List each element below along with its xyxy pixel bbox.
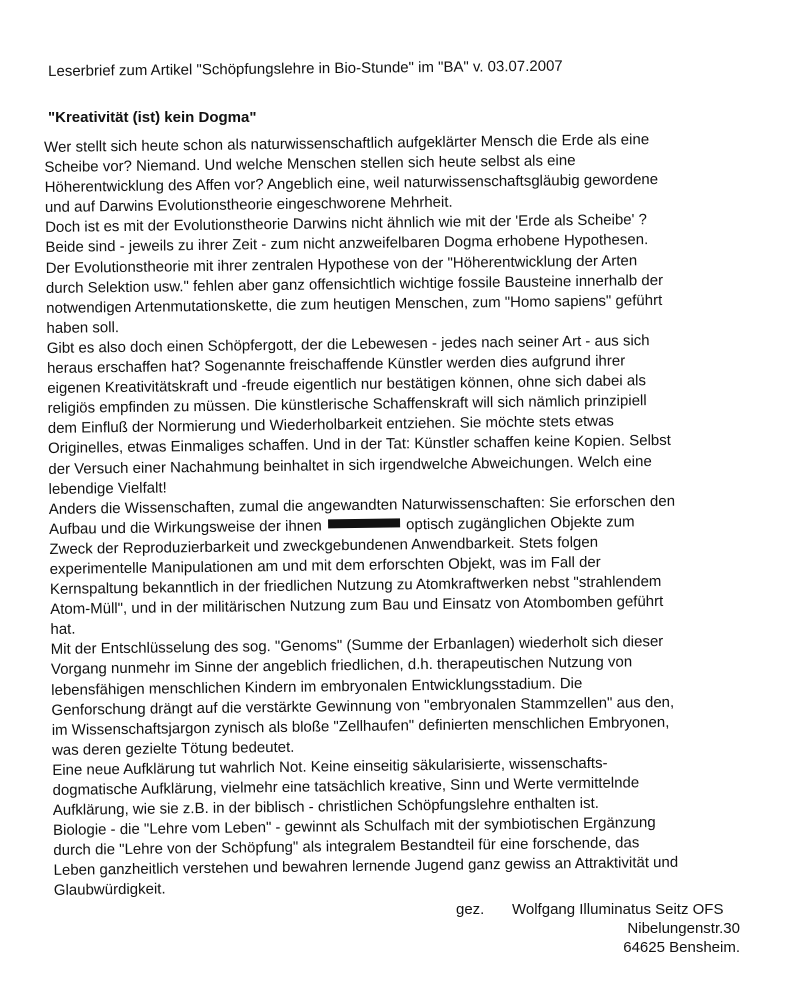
body-line: Kernspaltung bekanntlich in der friedlichen Nutzung zu Atomkraftwerken nebst "strahlendem [49,573,662,599]
body-line: Zweck der Reproduzierbarkeit und zweckgebundenen Anwendbarkeit. Stets folgen [49,533,599,558]
body-line: hat. [50,620,76,639]
signature-prefix: gez. [456,901,485,918]
body-line: eigenen Kreativitätskraft und -freude eigentlich nur bestätigen können, ohne sich dabei als [47,372,647,398]
body-line: Mit der Entschlüsselung des sog. "Genoms" (Summe der Erbanlagen) wiederholt sich dieser [50,633,664,659]
body-lines-part-1 [44,129,749,520]
body-line: Anders die Wissenschaften, zumal die angewandten Naturwissenschaften: Sie erforschen den [48,492,676,518]
body-line: lebendige Vielfalt! [48,479,167,498]
body-lines-part-2 [49,531,754,902]
letter-title: "Kreativität (ist) kein Dogma" [48,109,257,126]
body-line: haben soll. [46,318,120,337]
body-line: Originelles, etwas Einmaliges schaffen. Und in der Tat: Künstler schaffen keine Kopien. Selbst [47,432,671,458]
letter-body [44,129,754,902]
body-line: dogmatische Aufklärung, vielmehr eine tatsächlich kreative, Sinn und Werte vermittelnde [52,774,640,799]
body-line: lebensfähigen menschlichen Kindern im embryonalen Entwicklungsstadium. Die [51,674,583,699]
body-line: Atom-Müll", und in der militärischen Nutzung zum Bau und Einsatz von Atombomben geführt [50,593,664,619]
body-line: Vorgang nunmehr im Sinne der angeblich friedlichen, d.h. therapeutischen Nutzung von [50,653,633,679]
body-line: experimentelle Manipulationen am und mit dem erforschten Objekt, was im Fall der [49,553,601,578]
signature-city: 64625 Bensheim. [623,939,740,956]
body-line: durch die "Lehre von der Schöpfung" als integralem Bestandteil für eine forschende, das [53,834,640,860]
redacted-line-after: optisch zugänglichen Objekte zum [401,513,635,534]
body-line: durch Selektion usw." fehlen aber ganz offensichtlich wichtige fossile Bausteine innerhalb der [45,271,664,297]
body-line: Glaubwürdigkeit. [53,880,166,900]
body-line: Wer stellt sich heute schon als naturwissenschaftlich aufgeklärter Mensch die Erde als eine [44,131,650,156]
signature-name: Wolfgang Illuminatus Seitz OFS [512,901,724,918]
redacted-line-before: Aufbau und die Wirkungsweise der ihnen [49,517,327,538]
body-line: Scheibe vor? Niemand. Und welche Menschen stellen sich heute selbst als eine [44,152,576,177]
letter-heading: Leserbrief zum Artikel "Schöpfungslehre in Bio-Stunde" im "BA" v. 03.07.2007 [48,57,563,80]
body-line: Höherentwicklung des Affen vor? Angeblich eine, weil naturwissenschaftsgläubig gewordene [44,171,659,197]
body-line: heraus erschaffen hat? Sogenannte freischaffende Künstler werden dies aufgrund ihrer [46,352,626,378]
signature-street: Nibelungenstr.30 [627,920,740,937]
signature-block [456,900,756,957]
body-line: Leben ganzheitlich verstehen und bewahren lernende Jugend ganz gewiss an Attraktivität und [53,854,679,880]
body-line: notwendigen Artenmutationskette, die zum heutigen Menschen, zum "Homo sapiens" geführt [46,291,663,317]
body-line: Beide sind - jeweils zu ihrer Zeit - zum nicht anzweifelbaren Dogma erhobene Hypothesen. [45,231,649,257]
signature-row [456,900,756,919]
body-line: der Versuch einer Nachahmung beinhaltet in sich irgendwelche Abweichungen. Welch eine [48,452,652,478]
body-line: im Wissenschaftsjargon zynisch als bloße "Zellhaufen" definierten menschlichen Embryonen, [51,713,670,739]
body-line: Biologie - die "Lehre vom Leben" - gewinnt als Schulfach mit der symbiotischen Ergänzung [52,814,656,840]
body-line: Doch ist es mit der Evolutionstheorie Darwins nicht ähnlich wie mit der 'Erde als Scheibe' ? [45,211,648,237]
body-line: Genforschung drängt auf die verstärkte Gewinnung von "embryonalen Stammzellen" aus den, [51,693,675,719]
body-line: Eine neue Aufklärung tut wahrlich Not. Keine einseitig säkularisierte, wissenschafts- [52,754,608,779]
body-line: und auf Darwins Evolutionstheorie eingeschworene Mehrheit. [44,193,453,217]
body-line: Der Evolutionstheorie mit ihrer zentralen Hypothese von der "Höherentwicklung der Arten [45,251,638,277]
body-line: Aufklärung, wie sie z.B. in der biblisch - christlichen Schöpfungslehre enthalten ist. [52,794,599,820]
body-line: Gibt es also doch einen Schöpfergott, der die Lebewesen - jedes nach seiner Art - aus sich [46,332,650,357]
body-line: was deren gezielte Tötung bedeutet. [51,738,295,759]
body-line: dem Einfluß der Normierung und Wiederholbarkeit entziehen. Sie möchte stets etwas [47,412,614,438]
redaction-mark [328,518,400,528]
body-line: religiös empfinden zu müssen. Die künstlerische Schaffenskraft will sich nämlich prinzipiell [47,392,647,418]
